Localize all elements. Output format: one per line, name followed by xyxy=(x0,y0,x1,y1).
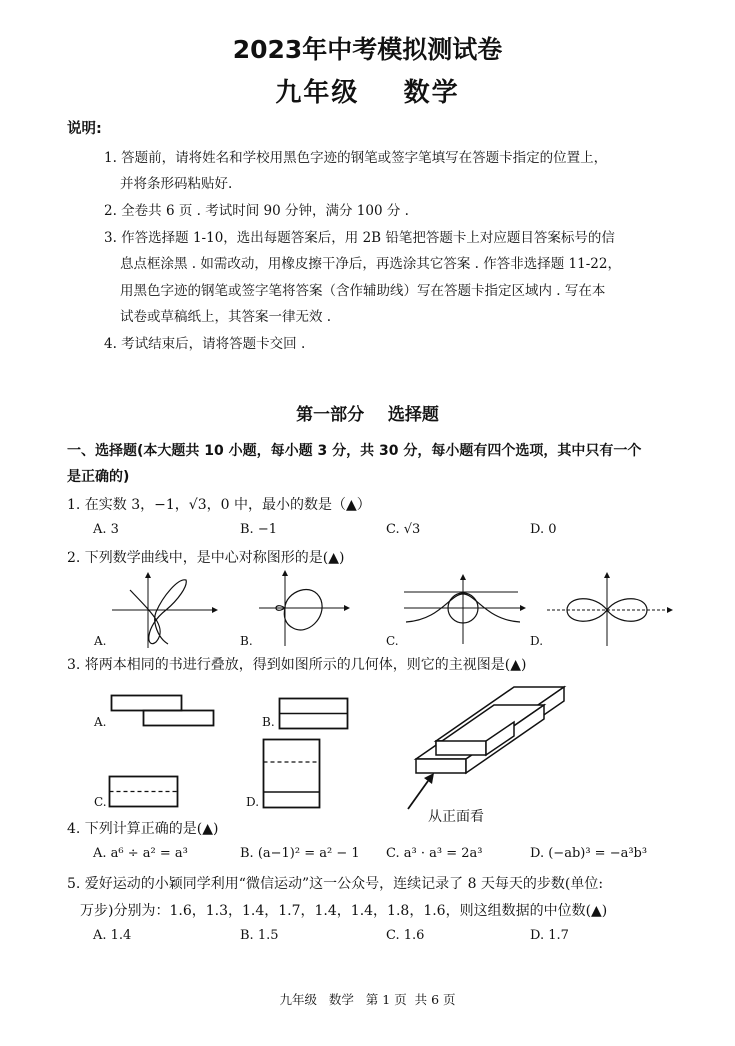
q4-option-b: B. (a−1)² = a² − 1 xyxy=(240,846,360,861)
part-heading-cont: 是正确的) xyxy=(67,469,130,485)
instruction-line: 试卷或草稿纸上，其答案一律无效 . xyxy=(120,309,332,325)
q2-option-b: B. xyxy=(240,634,253,648)
q2-option-d: D. xyxy=(530,634,544,648)
page-footer: 九年级 数学 第 1 页 共 6 页 xyxy=(279,992,456,1007)
question-4-stem: 4. 下列计算正确的是(▲) xyxy=(67,821,219,837)
q2-figure-c xyxy=(400,574,526,646)
section-title: 第一部分 选择题 xyxy=(296,405,439,425)
q4-option-a: A. a⁶ ÷ a² = a³ xyxy=(93,846,188,861)
q1-option-b: B. −1 xyxy=(240,522,277,537)
exam-title: 2023年中考模拟测试卷 xyxy=(232,35,503,64)
q3-figure-a xyxy=(110,694,216,728)
instruction-line: 2. 全卷共 6 页 . 考试时间 90 分钟，满分 100 分 . xyxy=(104,203,409,219)
question-1-stem: 1. 在实数 3，−1，√3，0 中，最小的数是（▲） xyxy=(67,497,371,513)
q2-figure-b xyxy=(255,570,350,648)
part-heading: 一、选择题(本大题共 10 小题，每小题 3 分，共 30 分，每小题有四个选项，其中只有一个 xyxy=(67,443,642,459)
q3-option-d: D. xyxy=(246,795,260,809)
exam-subject: 九年级 数学 xyxy=(275,78,460,108)
q2-option-c: C. xyxy=(386,634,399,648)
q3-option-a: A. xyxy=(94,715,107,729)
instruction-line: 息点框涂黑 . 如需改动，用橡皮擦干净后，再选涂其它答案 . 作答非选择题 11-22， xyxy=(120,256,621,272)
q2-figure-a xyxy=(108,572,218,650)
question-5-stem-cont: 万步)分别为：1.6，1.3，1.4，1.7，1.4，1.4，1.8，1.6，则这组数据的中位数(▲) xyxy=(80,903,608,919)
q1-option-d: D. 0 xyxy=(530,522,557,537)
q3-option-b: B. xyxy=(262,715,275,729)
instruction-line: 4. 考试结束后，请将答题卡交回 . xyxy=(104,336,306,352)
instruction-line: 3. 作答选择题 1-10，选出每题答案后，用 2B 铅笔把答题卡上对应题目答案标号的信 xyxy=(104,230,615,246)
q5-option-a: A. 1.4 xyxy=(93,928,132,943)
instruction-line: 1. 答题前，请将姓名和学校用黑色字迹的钢笔或签字笔填写在答题卡指定的位置上， xyxy=(104,150,608,166)
instruction-line: 并将条形码粘贴好. xyxy=(120,176,233,192)
q1-option-c: C. √3 xyxy=(386,522,421,537)
q3-figure-b xyxy=(278,697,350,731)
q5-option-c: C. 1.6 xyxy=(386,928,425,943)
q2-figure-d xyxy=(545,572,675,648)
instruction-line: 用黑色字迹的钢笔或签字笔将答案（含作辅助线）写在答题卡指定区域内 . 写在本 xyxy=(120,283,606,299)
q5-option-b: B. 1.5 xyxy=(240,928,279,943)
view-direction-label: 从正面看 xyxy=(428,809,484,825)
q3-figure-d xyxy=(262,738,322,810)
q4-option-c: C. a³ · a³ = 2a³ xyxy=(386,846,483,861)
instructions-heading: 说明: xyxy=(67,121,102,137)
stacked-books-figure xyxy=(402,683,577,818)
q3-figure-c xyxy=(108,775,180,809)
q3-option-c: C. xyxy=(94,795,107,809)
q5-option-d: D. 1.7 xyxy=(530,928,569,943)
question-5-stem: 5. 爱好运动的小颖同学利用“微信运动”这一公众号，连续记录了 8 天每天的步数(单位: xyxy=(67,876,604,892)
question-3-stem: 3. 将两本相同的书进行叠放，得到如图所示的几何体，则它的主视图是(▲) xyxy=(67,657,527,673)
question-2-stem: 2. 下列数学曲线中，是中心对称图形的是(▲) xyxy=(67,550,345,566)
q2-option-a: A. xyxy=(94,634,107,648)
q4-option-d: D. (−ab)³ = −a³b³ xyxy=(530,846,648,861)
q1-option-a: A. 3 xyxy=(93,522,119,537)
